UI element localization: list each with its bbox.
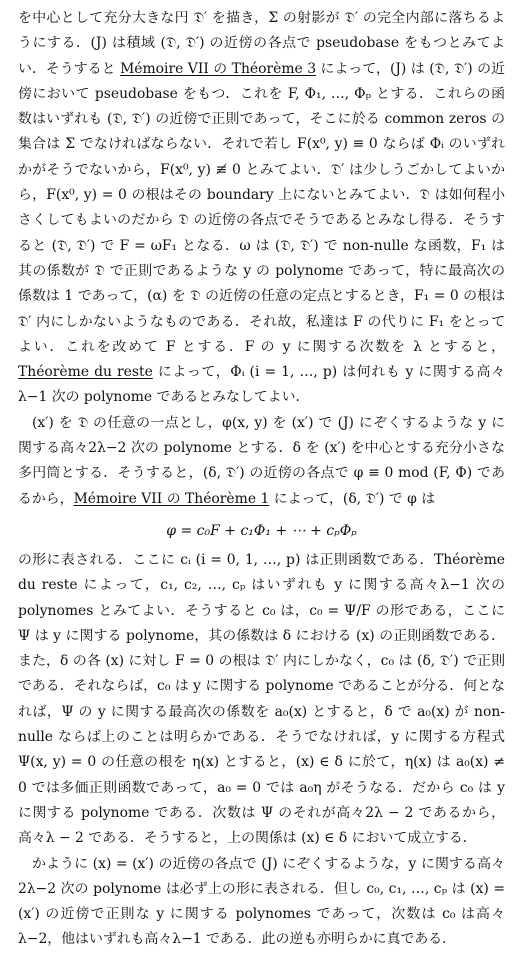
- text-segment: かように (x) = (x′) の近傍の各点で (J) にぞくするような，y に関する高々2λ−2 次の polynome は必ず上の形に表される．但し c₀, c₁, …, cₚ は (x) = (x′) の近傍で正則な y に関する polynomes であって，次数は c₀ は高々λ−2，他はいずれも高々λ−1 である．此の逆も亦明らかに真である．: [18, 855, 505, 948]
- paragraph-1: [18, 6, 505, 411]
- paragraph-4: [18, 852, 505, 953]
- text-segment: によって，(δ, 𝔇′) で φ は: [269, 490, 436, 507]
- reference-link: Mémoire VII の Théorème 1: [73, 490, 270, 507]
- paragraph-3: [18, 548, 505, 852]
- text-segment: を中心として充分大きな円 𝔇′ を描き，Σ の射影が 𝔇′ の完全内部に落ちるようにする．(J) は積域 (𝔇, 𝔇′) の近傍の各点で pseudobase をもつとみてよい．そうすると: [18, 10, 505, 77]
- text-segment: によって，Φᵢ (i = 1, …, p) は何れも y に関する高々λ−1 次の polynome であるとみなしてよい．: [18, 364, 505, 406]
- reference-link: Mémoire VII の Théorème 3: [120, 60, 317, 77]
- text-segment: (x′) を 𝔇 の任意の一点とし，φ(x, y) を (x′) で (J) にぞくするような y に関する高々2λ−2 次の polynome とする．δ を (x′) を中心とする充分小さな多円筒とする．そうすると，(δ, 𝔇′) の近傍の各点で φ ≡ 0 mod (F, Φ) であるから，: [18, 414, 505, 507]
- reference-link: Théorème du reste: [18, 364, 153, 381]
- display-formula: φ = c₀F + c₁Φ₁ + ⋯ + cₚΦₚ: [166, 522, 357, 539]
- page-text: [18, 6, 505, 953]
- paragraph-2: [18, 411, 505, 512]
- text-segment: の形に表される．ここに cᵢ (i = 0, 1, …, p) は正則函数である．Théorème du reste によって，c₁, c₂, …, cₚ はいずれも y に関する高々λ−1 次の polynomes とみてよい．そうすると c₀ は，c₀ = Ψ/F の形である，ここに Ψ は y に関する polynome，其の係数は δ における (x) の正則函数である．また，δ の各 (x) に対し F = 0 の根は 𝔇′ 内にしかなく，c₀ は (δ, 𝔇′) で正則である．それならば，c₀ は y に関する polynome であることが分る．何となれば，Ψ の y に関する最高次の係数を a₀(x) とすると，δ で a₀(x) が non-nulle ならば上のことは明らかである．そうでなければ，y に関する方程式 Ψ(x, y) = 0 の任意の根を η(x) とすると，(x) ∈ δ に於て，η(x) は a₀(x) ≠ 0 では多価正則函数であって，a₀ = 0 では a₀η がそうなる．だから c₀ は y に関する polynome である．次数は Ψ のそれが高々2λ − 2 であるから，高々λ − 2 である．そうすると，上の関係は (x) ∈ δ において成立する．: [18, 551, 505, 847]
- text-segment: によって，(J) は (𝔇, 𝔇′) の近傍において pseudobase をもつ．これを F, Φ₁, …, Φₚ とする．これらの函数はいずれも (𝔇, 𝔇′) の近傍で正則であって，そこに於る common zeros の集合は Σ でなければならない．それで若し F(x⁰, y) ≡ 0 ならば Φᵢ のいずれかがそうでないから，F(x⁰, y) ≢ 0 とみてよい．𝔇′ は少しうごかしてよいから，F(x⁰, y) = 0 の根はその boundary 上にないとみてよい．𝔇 は如何程小さくしてもよいのだから 𝔇 の近傍の各点でそうであるとみなし得る．そうすると (𝔇, 𝔇′) で F = ωF₁ となる．ω は (𝔇, 𝔇′) で non-nulle な函数，F₁ は其の係数が 𝔇 で正則であるような y の polynome であって，特に最高次の係数は 1 であって，(α) を 𝔇 の近傍の任意の定点とするとき，F₁ = 0 の根は 𝔇′ 内にしかないようなものである．それ故，私達は F の代りに F₁ をとってよい．これを改めて F とする．F の y に関する次数を λ とすると，: [18, 60, 506, 355]
